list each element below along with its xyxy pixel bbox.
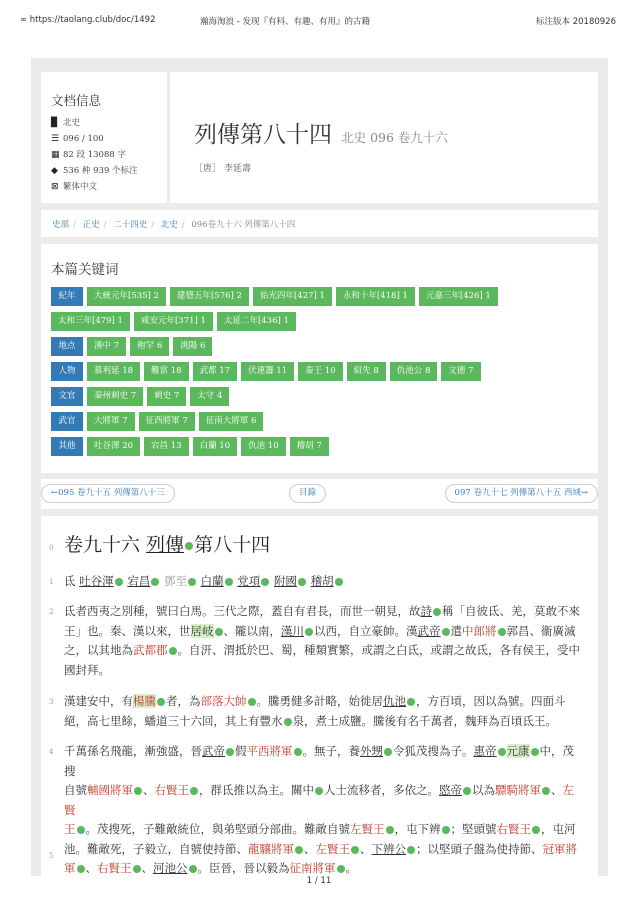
annotated-term[interactable]: 王: [64, 822, 76, 836]
keyword-tag[interactable]: 伏連籌 11: [241, 362, 294, 381]
text-run: 。騰勇健多計略，始徙居: [256, 694, 383, 708]
keyword-row: [51, 287, 598, 312]
keyword-tag[interactable]: 白蘭 10: [193, 437, 238, 456]
text-run: ，屯下辨: [394, 822, 441, 836]
text-run: 、: [360, 841, 372, 856]
keyword-tag[interactable]: 仇池 10: [241, 437, 286, 456]
annotated-term[interactable]: 党項: [237, 574, 261, 588]
page-background: [31, 58, 608, 876]
text-run: 、: [143, 783, 155, 797]
annotated-term[interactable]: 仇池: [383, 694, 406, 708]
keyword-tag[interactable]: 文德 7: [441, 362, 480, 381]
annotation-icon[interactable]: [225, 578, 233, 586]
annotation-icon[interactable]: [498, 748, 506, 756]
keyword-row: [51, 437, 598, 462]
keyword-tag[interactable]: 枹罕 6: [130, 337, 169, 356]
language-icon: ⊠: [51, 182, 59, 192]
doc-info-row: [51, 131, 167, 147]
annotation-icon[interactable]: [351, 846, 359, 854]
annotation-icon[interactable]: [294, 748, 302, 756]
keywords-panel: [41, 244, 598, 473]
page-url[interactable]: ∞ https://taolang.club/doc/1492: [20, 15, 156, 25]
keyword-tag[interactable]: 咸安元年[371] 1: [134, 312, 213, 331]
breadcrumb-link[interactable]: 史部: [52, 220, 70, 230]
site-title: 瀚海淘浪 - 发现『有料、有趣、有用』的古籍: [200, 17, 370, 27]
annotation-icon[interactable]: [407, 698, 415, 706]
annotated-term[interactable]: 左賢王: [350, 822, 385, 836]
doc-language: 繁体中文: [63, 182, 98, 192]
annotation-icon[interactable]: [248, 698, 256, 706]
keyword-category[interactable]: 紀年: [51, 287, 83, 306]
doc-stats: 82 段 13088 字: [63, 150, 126, 160]
annotation-icon[interactable]: [498, 628, 506, 636]
keywords-title: 本篇关键词: [51, 262, 119, 278]
keyword-tag[interactable]: 漢中 7: [87, 337, 126, 356]
paragraph-number: 1: [49, 578, 54, 586]
annotated-term[interactable]: 武帝: [417, 623, 441, 638]
doc-info-row: [51, 115, 167, 131]
annotated-term[interactable]: 漢川: [281, 623, 304, 638]
paragraph-number: 2: [49, 608, 54, 616]
keyword-category[interactable]: 文官: [51, 387, 83, 406]
version-label: 标注版本 20180926: [536, 17, 616, 27]
page-title: 列傳第八十四: [194, 122, 332, 148]
annotated-term[interactable]: 列傳: [146, 534, 185, 556]
annotated-term[interactable]: 武帝: [202, 744, 225, 758]
keyword-tag[interactable]: 太和三年[479] 1: [51, 312, 130, 331]
keyword-tag[interactable]: 宕昌 13: [144, 437, 189, 456]
grid-icon: ▦: [51, 150, 60, 160]
annotation-icon[interactable]: [226, 748, 234, 756]
annotated-term[interactable]: 關中: [291, 783, 314, 797]
keyword-category[interactable]: 地点: [51, 337, 83, 356]
keyword-tag[interactable]: 始光四年[427] 1: [253, 287, 332, 306]
text-run: 、隴以南，: [223, 623, 281, 638]
book-icon: ▉: [51, 118, 58, 128]
text-run: 以為: [472, 783, 495, 797]
keyword-tag[interactable]: 永和十年[418] 1: [336, 287, 415, 306]
paragraph-body: [64, 602, 584, 680]
annotation-icon[interactable]: [433, 608, 441, 616]
text-run: 郭昌、衞廣滅: [506, 623, 576, 638]
text-run: 、: [85, 861, 97, 875]
keywords-list: [51, 287, 598, 462]
text-run: ，屯河: [541, 822, 576, 836]
doc-annotations: 536 种 939 个标注: [63, 166, 138, 176]
keyword-row: [51, 387, 598, 412]
text-run: 漢建安中，有: [64, 694, 133, 708]
annotation-icon[interactable]: [157, 698, 165, 706]
annotated-term[interactable]: 征南將軍: [289, 861, 336, 875]
doc-info-title: 文档信息: [51, 93, 102, 108]
annotated-term[interactable]: 詩: [420, 604, 432, 618]
keyword-tag[interactable]: 吐谷渾 20: [87, 437, 140, 456]
text-run: 、: [304, 841, 316, 856]
doc-info-row: [51, 147, 167, 163]
text-run: 遣: [450, 623, 462, 638]
text-run: 稱「自彼氐、羌，莫敢不來: [442, 604, 580, 618]
keyword-tag[interactable]: 秦王 10: [298, 362, 343, 381]
annotated-term[interactable]: 右賢王: [97, 861, 132, 875]
keyword-tag[interactable]: 征南大將軍 6: [199, 412, 264, 431]
text-run: 以西，自立豪帥。漢: [314, 623, 418, 638]
keyword-row: [51, 337, 598, 362]
annotated-term[interactable]: 宕昌: [127, 574, 151, 588]
annotated-term[interactable]: 稽胡: [310, 574, 334, 588]
annotation-icon[interactable]: [261, 578, 269, 586]
annotation-icon[interactable]: [335, 578, 343, 586]
annotated-term[interactable]: 附國: [273, 574, 297, 588]
keyword-tag[interactable]: 建德五年[576] 2: [170, 287, 249, 306]
keyword-tag[interactable]: 洮陽 6: [173, 337, 212, 356]
annotated-term[interactable]: 軍: [64, 861, 76, 875]
annotated-term[interactable]: 元康: [506, 744, 530, 758]
annotated-term[interactable]: 冠軍將: [542, 841, 577, 856]
annotation-icon[interactable]: [305, 628, 313, 636]
annotation-icon[interactable]: [115, 578, 123, 586]
annotated-term[interactable]: 驃騎將軍: [495, 783, 541, 797]
keyword-row: [51, 362, 598, 387]
doc-info-row: [51, 179, 167, 195]
text-run: 、: [141, 861, 153, 875]
annotated-term[interactable]: 惠帝: [473, 744, 497, 758]
keyword-tag[interactable]: 征西將軍 7: [139, 412, 195, 431]
annotated-term[interactable]: 吐谷渾: [79, 574, 114, 588]
annotated-term[interactable]: 平西將軍: [246, 744, 293, 758]
paragraph-number: 0: [49, 544, 54, 552]
annotated-term[interactable]: 鄧至: [163, 574, 187, 588]
annotation-icon[interactable]: [542, 787, 550, 795]
text-run: 王」也。秦、漢以來，世: [64, 623, 191, 638]
annotated-term[interactable]: 左賢: [64, 783, 574, 817]
text-run: 。: [345, 861, 357, 875]
annotation-icon[interactable]: [188, 578, 196, 586]
author: ［唐］ 李延壽: [194, 164, 251, 174]
text-run: ；以堅頭子盤為使持節、: [416, 841, 543, 856]
paragraph-body: [64, 692, 584, 731]
annotation-icon[interactable]: [295, 846, 303, 854]
keyword-tag[interactable]: 仇池公 8: [390, 362, 438, 381]
list-icon: ☰: [51, 134, 60, 144]
annotated-term[interactable]: 愍帝: [439, 783, 462, 797]
keyword-tag[interactable]: 大將軍 7: [87, 412, 135, 431]
keyword-row: [51, 312, 598, 337]
annotation-icon[interactable]: [532, 826, 540, 834]
chapter-heading: [64, 536, 584, 556]
annotated-term[interactable]: 白蘭: [200, 574, 224, 588]
text-run: 千萬孫名飛龍，漸強盛，晉: [64, 744, 202, 758]
annotated-term[interactable]: 龍驤將軍: [248, 841, 294, 856]
annotated-term[interactable]: 右賢王: [154, 783, 189, 797]
chapter-text: [41, 516, 598, 876]
text-run: ，群氐推以為主。: [199, 783, 291, 797]
doc-info-row: [51, 163, 167, 179]
breadcrumb: [41, 210, 598, 237]
index-button[interactable]: 目錄: [289, 484, 326, 503]
annotation-icon[interactable]: [215, 628, 223, 636]
annotation-icon[interactable]: [463, 787, 471, 795]
paragraph-number: 5: [49, 852, 54, 860]
annotated-term[interactable]: 下辨公: [371, 841, 406, 856]
annotation-icon[interactable]: [386, 826, 394, 834]
doc-info-panel: [41, 72, 167, 203]
next-chapter-button[interactable]: 097 卷九十七 列傳第八十五 西域→: [445, 484, 598, 503]
annotation-icon[interactable]: [284, 718, 292, 726]
text-run: 池。難敵死，子毅立，自號使持節、: [64, 841, 248, 856]
keyword-tag[interactable]: 秦州刺史 7: [87, 387, 143, 406]
breadcrumb-separator: /: [151, 220, 155, 230]
annotation-icon[interactable]: [133, 865, 141, 873]
text-run: 假: [235, 744, 247, 758]
text-run: 、: [551, 783, 563, 797]
doc-volume: 096 / 100: [63, 134, 104, 144]
annotation-icon[interactable]: [531, 748, 539, 756]
text-run: 國封拜。: [64, 662, 110, 677]
annotation-icon[interactable]: [77, 826, 85, 834]
paragraph-number: 4: [49, 748, 54, 756]
keyword-row: [51, 412, 598, 437]
annotated-term[interactable]: 中郎將: [462, 623, 497, 638]
keyword-tag[interactable]: 太守 4: [190, 387, 229, 406]
text-run: 泉，煮土成鹽。騰後有名千萬者，魏拜為百頃氐王。: [292, 713, 557, 728]
annotation-icon[interactable]: [337, 865, 345, 873]
text-run: 絕，高七里餘，蟠道三十六回，其上有豐水: [64, 713, 283, 728]
print-header: [0, 0, 638, 40]
text-run: 令狐茂搜為子。: [393, 744, 474, 758]
breadcrumb-separator: /: [181, 220, 185, 230]
doc-book-name: 北史: [63, 118, 81, 128]
keyword-category[interactable]: 人物: [51, 362, 83, 381]
breadcrumb-link[interactable]: 北史: [160, 220, 178, 230]
annotation-icon[interactable]: [185, 542, 193, 550]
text-run: ；堅頭號: [450, 822, 497, 836]
chapter-number: 卷九十六: [64, 534, 147, 556]
tag-icon: ◆: [51, 166, 58, 176]
breadcrumb-link[interactable]: 正史: [82, 220, 100, 230]
annotated-term[interactable]: 部落大帥: [200, 694, 247, 708]
annotation-icon[interactable]: [442, 826, 450, 834]
chapter-nav: [41, 479, 598, 509]
text-run: 者，為: [166, 694, 201, 708]
annotation-icon[interactable]: [407, 846, 415, 854]
keyword-category[interactable]: 其他: [51, 437, 83, 456]
annotated-term[interactable]: 居岐: [190, 623, 214, 638]
annotation-icon[interactable]: [298, 578, 306, 586]
text-run: 。自汧、渭抵於巴、蜀，種類實繁，或謂之白氐，或謂之故氐，各有侯王，受中: [177, 643, 580, 657]
keyword-tag[interactable]: 難當 18: [144, 362, 189, 381]
annotated-term[interactable]: 左賢王: [315, 841, 350, 856]
keyword-tag[interactable]: 刺史 7: [147, 387, 186, 406]
page-subtitle: 北史 096 卷九十六: [341, 130, 448, 145]
text-run: 之，以其地為: [64, 643, 133, 657]
keyword-tag[interactable]: 紹先 8: [347, 362, 386, 381]
keyword-tag[interactable]: 稽胡 7: [290, 437, 329, 456]
annotation-icon[interactable]: [189, 865, 197, 873]
annotation-icon[interactable]: [190, 787, 198, 795]
breadcrumb-link[interactable]: 二十四史: [113, 220, 148, 230]
paragraph-body: [64, 742, 584, 879]
page-counter: 1 / 11: [306, 876, 332, 886]
keyword-tag[interactable]: 太延二年[436] 1: [217, 312, 296, 331]
breadcrumb-separator: /: [103, 220, 107, 230]
text-run: 氐: [64, 574, 76, 588]
annotated-term[interactable]: 楊騰: [133, 694, 156, 708]
text-run: 。無子，養: [302, 744, 360, 758]
keyword-tag[interactable]: 武都 17: [193, 362, 238, 381]
keyword-tag[interactable]: 慕利延 18: [87, 362, 140, 381]
keyword-category[interactable]: 武官: [51, 412, 83, 431]
keyword-tag[interactable]: 大統元年[535] 2: [87, 287, 166, 306]
text-run: 人士流移者，多依之。: [324, 783, 439, 797]
breadcrumb-separator: /: [73, 220, 76, 230]
text-run: 氐者西夷之別種，號曰白馬。三代之際，蓋自有君長，而世一朝見，故: [64, 604, 421, 618]
chapter-name: 第八十四: [194, 534, 271, 556]
annotation-icon[interactable]: [77, 865, 85, 873]
prev-chapter-button[interactable]: ←095 卷九十五 列傳第八十三: [41, 484, 175, 503]
title-panel: [170, 72, 598, 203]
annotated-term[interactable]: 右賢王: [496, 822, 531, 836]
keyword-tag[interactable]: 元嘉三年[426] 1: [419, 287, 498, 306]
annotated-term[interactable]: 河池公: [153, 861, 188, 875]
paragraph-body: [64, 572, 584, 592]
annotated-term[interactable]: 外甥: [360, 744, 383, 758]
paragraph-number: 3: [49, 698, 54, 706]
annotation-icon[interactable]: [442, 628, 450, 636]
text-run: 。臣晉，晉以毅為: [197, 861, 290, 875]
annotation-icon[interactable]: [384, 748, 392, 756]
annotation-icon[interactable]: [169, 647, 177, 655]
annotation-icon[interactable]: [151, 578, 159, 586]
text-run: 。茂搜死，子難敵統位，與弟堅頭分部曲。難敵自號: [85, 822, 350, 836]
text-run: 中，茂搜: [64, 744, 574, 778]
text-run: ，方百頃，因以為號。四面斗: [416, 694, 566, 708]
annotated-term[interactable]: 武都郡: [133, 643, 168, 657]
annotation-icon[interactable]: [315, 787, 323, 795]
text-run: 自號: [64, 783, 87, 797]
annotated-term[interactable]: 輔國將軍: [87, 783, 133, 797]
annotation-icon[interactable]: [134, 787, 142, 795]
breadcrumb-current: 096卷九十六 列傳第八十四: [191, 220, 296, 230]
